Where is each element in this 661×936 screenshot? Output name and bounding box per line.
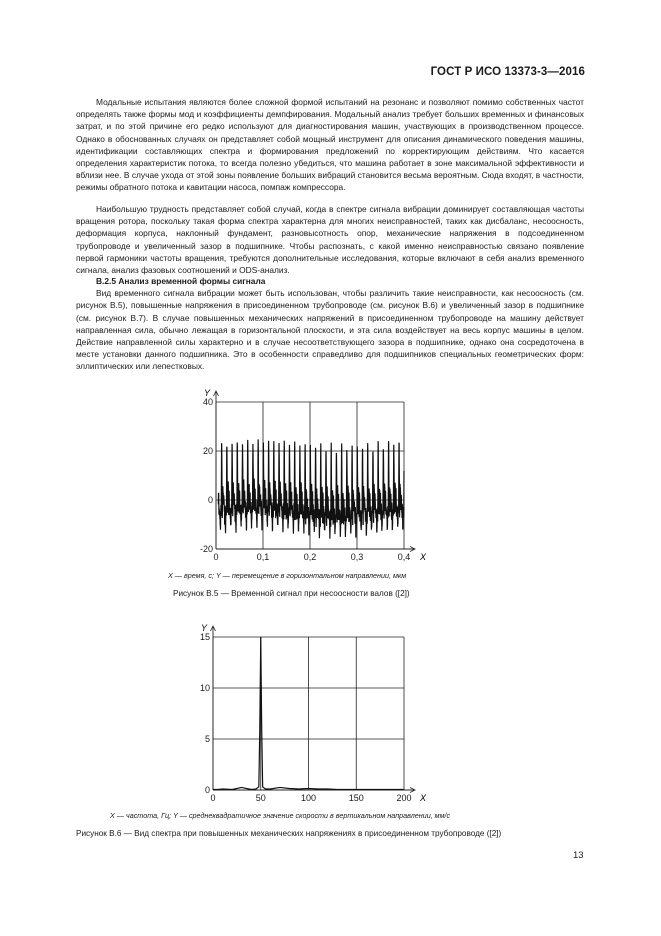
y-tick-label: 20 xyxy=(202,446,213,456)
x-tick-label: 0 xyxy=(210,793,216,803)
figure-b5-caption: Рисунок B.5 — Временной сигнал при несоосности валов ([2]) xyxy=(173,589,410,598)
standard-header: ГОСТ Р ИСО 13373-3—2016 xyxy=(430,66,585,78)
y-tick-label: 5 xyxy=(204,734,210,744)
figure-b5-legend: X — время, с; Y — перемещение в горизонтальном направлении, мкм xyxy=(168,571,407,580)
y-tick-label: 0 xyxy=(207,495,213,505)
x-tick-label: 100 xyxy=(300,793,317,803)
y-tick-label: 0 xyxy=(204,785,210,795)
x-tick-label: 50 xyxy=(255,793,266,803)
paragraph-text: Вид временного сигнала вибрации может быть использован, чтобы различить такие неисправности, как несоосность (см. рисунок B.5), повышенные напряжения в присоединенном трубопроводе (см. рисунок B.6) и увеличенный зазор в подшипнике (см. рисунок B.7). В случае повышенных механических напряжений в присоединенном трубопроводе на машину действует направленная сила, обычно лежащая в горизонтальной плоскости, и эта сила воздействует на весь корпус машины в целом. Действие направленной силы характерно и в случае несоответствующего зазора в подшипнике, однако она сосредоточена в месте установки данного подшипника. Это в особенности справедливо для подшипников специальных геометрических форм: эллиптических или лепестковых. xyxy=(76,288,584,372)
x-axis-label: X xyxy=(420,793,427,803)
x-tick-label: 0,1 xyxy=(256,552,270,562)
y-tick-label: 40 xyxy=(202,397,213,407)
y-tick-label: 15 xyxy=(199,632,210,642)
section-heading: B.2.5 Анализ временной формы сигнала xyxy=(96,276,266,286)
x-tick-label: 0,2 xyxy=(303,552,317,562)
x-tick-label: 200 xyxy=(396,793,412,803)
y-tick-label: -20 xyxy=(199,544,213,554)
x-tick-label: 0,4 xyxy=(397,552,411,562)
y-axis-label: Y xyxy=(200,623,207,633)
x-tick-label: 0 xyxy=(213,552,219,562)
y-axis-label: Y xyxy=(203,388,210,398)
x-tick-label: 150 xyxy=(348,793,364,803)
y-tick-label: 10 xyxy=(199,683,210,693)
figure-b6-legend: X — частота, Гц; Y — среднеквадратичное значение скорости в вертикальном направлении, мм/с xyxy=(110,811,451,820)
x-tick-label: 0,3 xyxy=(350,552,364,562)
paragraph-text: Наибольшую трудность представляет собой случай, когда в спектре сигнала вибрации доминирует составляющая частоты вращения ротора, поскольку такая форма спектра характерна для многих неисправностей, таких как дисбаланс, несоосность, деформация корпуса, наклонный фундамент, разновысотность опор, механические напряжения в подсоединенном трубопроводе и увеличенный зазор в подшипнике. Чтобы распознать, с какой именно неисправностью связано появление первой гармоники частоты вращения, требуются дополнительные исследования, которые включают в себя анализ временного сигнала, анализ фазовых соотношений и ODS-анализ. xyxy=(76,204,584,276)
paragraph-text: Модальные испытания являются более сложной формой испытаний на резонанс и позволяют помимо собственных частот определять также формы мод и коэффициенты демпфирования. Модальный анализ требует больших временных и финансовых затрат, и по этой причине его редко используют для диагностирования машин, участвующих в производственном процессе. Однако в обоснованных случаях он представляет собой мощный инструмент для описания динамического поведения машины, идентификации составляющих спектра и формирования предложений по корректирующим действиям. Что касается определения характеристик потока, то всегда полезно убедиться, что машина работает в зоне максимальной эффективности и вблизи нее. В случае ухода от этой зоны появление больших вибраций становится весьма вероятным. Сюда входят, в частности, режимы обратного потока и кавитации насоса, помпаж компрессора. xyxy=(76,97,584,193)
page-number: 13 xyxy=(573,850,584,861)
figure-b6-caption: Рисунок B.6 — Вид спектра при повышенных механических напряжениях в присоединенном трубопроводе ([2]) xyxy=(76,829,502,838)
x-axis-label: X xyxy=(420,552,427,562)
